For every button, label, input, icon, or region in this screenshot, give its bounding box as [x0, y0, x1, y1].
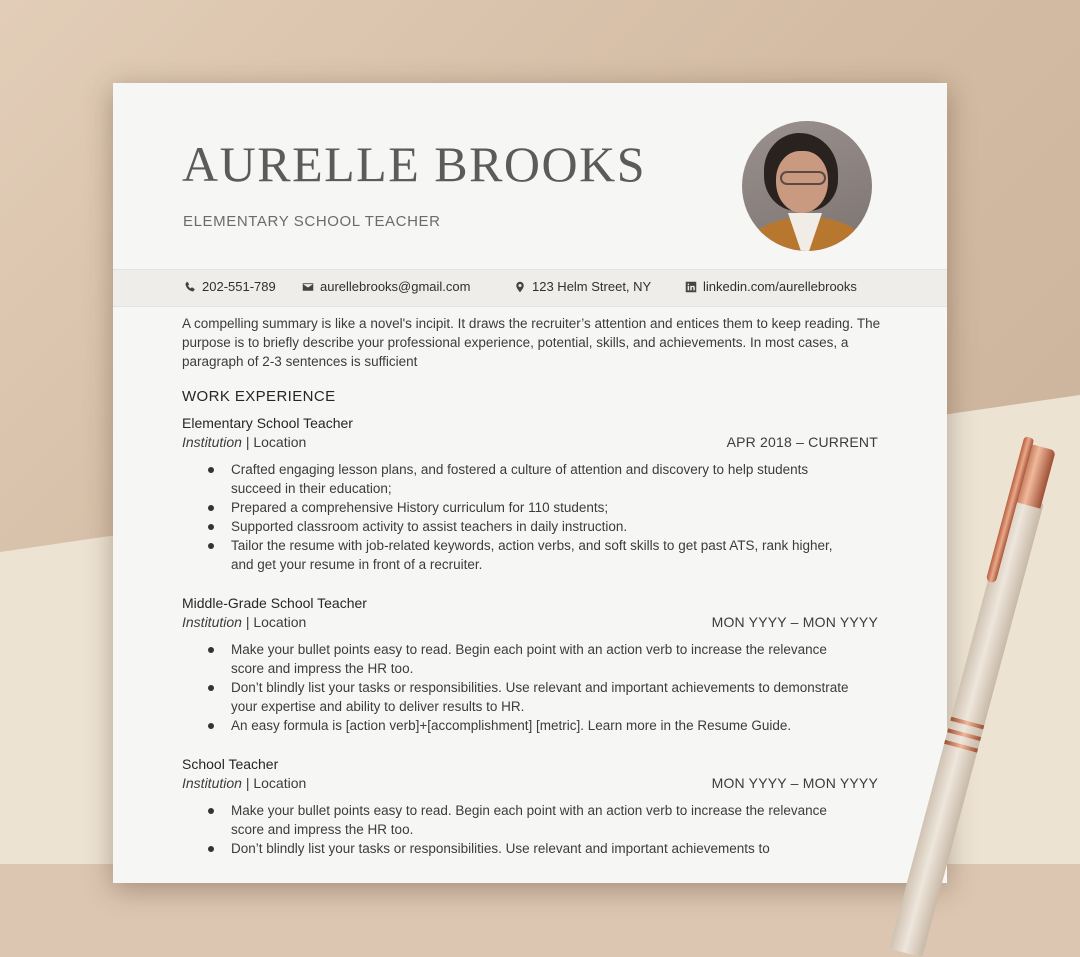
contact-address	[514, 279, 651, 294]
bullet-dot	[208, 647, 214, 653]
bullet-text: Prepared a comprehensive History curriculum for 110 students;	[231, 500, 609, 515]
contact-linkedin	[685, 279, 857, 294]
phone-icon	[184, 281, 196, 293]
job-position: Elementary School Teacher	[182, 415, 353, 431]
job-meta	[182, 433, 878, 452]
bullet-text: Tailor the resume with job-related keywords, action verbs, and soft skills to get past ATS, rank higher, and get your resume in front of a recruiter.	[231, 538, 833, 572]
job-location: Location	[253, 434, 307, 450]
job-institution: Institution	[182, 614, 242, 630]
bullet-dot	[208, 524, 214, 530]
linkedin-text: linkedin.com/aurellebrooks	[703, 279, 857, 294]
bullet-dot	[208, 685, 214, 691]
bullet-text: Don’t blindly list your tasks or responsibilities. Use relevant and important achievements to demonstrate your expertise and ability to deliver results to HR.	[231, 680, 849, 714]
bullet-text: Make your bullet points easy to read. Begin each point with an action verb to increase the relevance score and impress the HR too.	[231, 642, 827, 676]
phone-text: 202-551-789	[202, 279, 276, 294]
mail-icon	[302, 281, 314, 293]
job-bullets	[182, 460, 878, 574]
bullet-item	[182, 678, 851, 716]
profile-photo	[742, 121, 872, 251]
job-entry	[182, 755, 878, 858]
bullet-text: Make your bullet points easy to read. Begin each point with an action verb to increase the relevance score and impress the HR too.	[231, 803, 827, 837]
contact-phone	[184, 279, 276, 294]
bullet-dot	[208, 505, 214, 511]
contact-bar	[113, 269, 947, 307]
job-bullets	[182, 801, 878, 858]
resume-page	[113, 83, 947, 883]
job-meta	[182, 774, 878, 793]
bullet-item	[182, 536, 851, 574]
bullet-text: Don’t blindly list your tasks or responsibilities. Use relevant and important achievements to	[231, 841, 770, 856]
candidate-name: AURELLE BROOKS	[182, 136, 647, 192]
work-experience-heading: WORK EXPERIENCE	[182, 388, 336, 405]
photo-glasses	[780, 171, 826, 185]
job-location: Location	[253, 614, 307, 630]
job-institution: Institution	[182, 434, 242, 450]
bullet-item	[182, 498, 851, 517]
bullet-item	[182, 839, 851, 858]
bullet-dot	[208, 846, 214, 852]
location-pin-icon	[514, 281, 526, 293]
job-position: Middle-Grade School Teacher	[182, 595, 367, 611]
address-text: 123 Helm Street, NY	[532, 279, 652, 294]
job-entry	[182, 594, 878, 735]
job-separator: |	[245, 614, 250, 630]
email-text: aurellebrooks@gmail.com	[320, 279, 471, 294]
job-entry	[182, 414, 878, 574]
bullet-item	[182, 460, 851, 498]
bullet-dot	[208, 808, 214, 814]
job-bullets	[182, 640, 878, 735]
contact-email	[302, 279, 470, 294]
bullet-dot	[208, 467, 214, 473]
job-title-heading: ELEMENTARY SCHOOL TEACHER	[183, 213, 441, 230]
bullet-item	[182, 640, 851, 678]
bullet-item	[182, 716, 851, 735]
linkedin-icon	[685, 281, 697, 293]
bullet-text: Supported classroom activity to assist teachers in daily instruction.	[231, 519, 628, 534]
bullet-item	[182, 801, 851, 839]
bullet-dot	[208, 543, 214, 549]
job-separator: |	[245, 434, 250, 450]
job-location: Location	[253, 775, 307, 791]
job-dates: MON YYYY – MON YYYY	[711, 614, 878, 630]
summary-paragraph: A compelling summary is like a novel's incipit. It draws the recruiter’s attention and entices them to keep reading. The purpose is to briefly describe your professional experience, potential, skills, and achievements. In most cases, a paragraph of 2-3 sentences is sufficient	[182, 316, 881, 369]
job-institution: Institution	[182, 775, 242, 791]
job-dates: MON YYYY – MON YYYY	[711, 775, 878, 791]
job-separator: |	[245, 775, 250, 791]
job-meta	[182, 613, 878, 632]
bullet-text: An easy formula is [action verb]+[accomplishment] [metric]. Learn more in the Resume Guide.	[231, 718, 792, 733]
bullet-dot	[208, 723, 214, 729]
job-position: School Teacher	[182, 756, 279, 772]
bullet-text: Crafted engaging lesson plans, and fostered a culture of attention and discovery to help students succeed in their education;	[231, 462, 809, 496]
job-dates: APR 2018 – CURRENT	[726, 434, 878, 450]
bullet-item	[182, 517, 851, 536]
